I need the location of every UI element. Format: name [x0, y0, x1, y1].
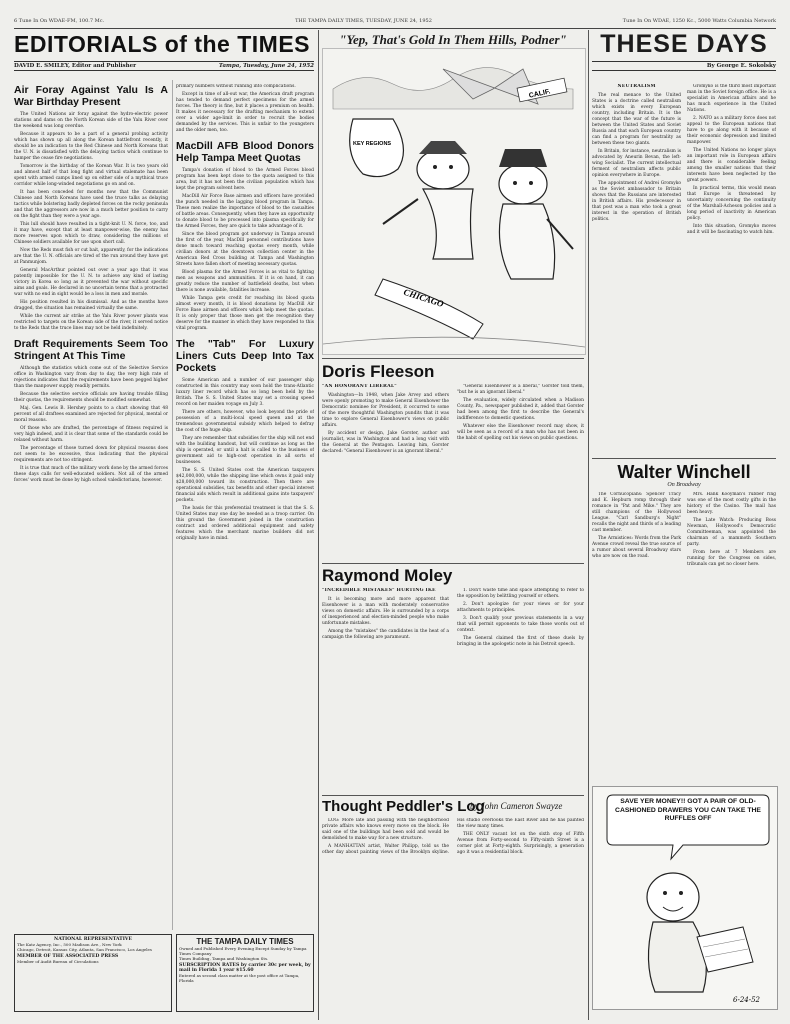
editorial-column-2 — [176, 84, 314, 930]
ed1-para: Now the Reds must fish or cut bait, apparently, for the indications are that the U. N. officials are tired of the run around they have got at Panmunjom. — [14, 248, 168, 265]
chicago-label: CHICAGO — [402, 286, 445, 310]
moley-para: Among the "mistakes" the candidates in the heat of a campaign the following are paramount. — [322, 629, 449, 640]
ed1-headline: Air Foray Against Yalu Is A War Birthday Present — [14, 84, 168, 108]
sokolsky-para: In practical terms, this would mean that Europe is threatened by uncertainty concerning the continuity of the Marshall-Acheson policies and a long period of inactivity in American policy. — [687, 186, 776, 221]
sokolsky-para: 2. NATO as a military force does not appeal to the European nations that have to go along with it because of their economic depression and limited manpower. — [687, 116, 776, 145]
editor-name: DAVID E. SMILEY, Editor and Publisher — [14, 63, 137, 69]
national-rep-title: NATIONAL REPRESENTATIVE — [54, 937, 132, 942]
fleeson-para: Washington—In 1948, when Jake Arvey and others were openly promoting to make General Eisenhower the Democratic nominee for President, it occurred to some of the more thoughtful Washington pundits that it was time to explore General Eisenhower's views on public affairs. — [322, 393, 449, 428]
column-rule — [588, 30, 589, 1020]
ed1-para: The United Nations air foray against the hydro-electric power stations and dams on the North Korean side of the Yalu River over the weekend was long overdue. — [14, 112, 168, 129]
winchell-para: From here at 7 Members are running for the Congress on sides, tribunals can get no closer here. — [687, 550, 776, 567]
ed2-para: The percentage of those turned down for physical reasons does not seem to be excessive, thus indicating that the physical requirements are not too stringent. — [14, 446, 168, 463]
moley-para: It is becoming more and more apparent that Eisenhower is a man with moderately conservative views on domestic affairs. He is surrounded by a corps of inexperienced and election-minded people who make unfortunate mistakes. — [322, 597, 449, 626]
ed4-para: Since the blood program got underway in Tampa around the first of the year, MacDill personnel contributions have done much toward reaching quotas every month, while civilian donors at the downtown collection center in the American Red Cross building at Tampa and Washington Streets have fallen short of meeting necessary quotas. — [176, 232, 314, 267]
page-topline — [14, 18, 776, 29]
moley-para: 3. Don't qualify your previous statements in a way that will permit opponents to take those words out of context. — [457, 616, 584, 633]
moley-kicker: "INCREDIBLE MISTAKES" HURTING IKE — [322, 588, 436, 593]
ed5-para: Some American and a number of our passenger ship constructed in this country may soon hold the trans-Atlantic luxury liner record which has so long been held by the British. The S. S. United States may set a crossing speed record on her maiden voyage on July 3. — [176, 378, 314, 407]
sokolsky-para: The appointment of Andrei Gromyko as the Soviet ambassador to Britain shows that the Russians are interested in British affairs. His predecessor in that post was a man who took a great interest in the operation of British politics. — [592, 181, 681, 222]
ed2-para: Maj. Gen. Lewis B. Hershey points to a chart showing that 48 percent of all draftees examined are rejected for physical, mental or moral reasons. — [14, 406, 168, 423]
ed1-para: This lull should have resulted in a tight-knit U. N. force, too, and it may have, except that at least manpower-wise, the enemy has more reserves upon which to draw, considering the millions of Chinese soldiers available for use upon short call. — [14, 222, 168, 245]
ed3-lead: primary numbers without running into complications. — [176, 84, 296, 89]
fleeson-para: "General Eisenhower is a liberal," Gorster told them, "but he is an ignorant liberal." — [457, 384, 584, 395]
prospector-right — [499, 149, 573, 279]
ed2-para: Although the statistics which come out of the Selective Service office in Washington vary from day to day, the very high rate of rejections indicates that the requirements have been pegged higher than the manpower supply readily permits. — [14, 366, 168, 389]
ed2-para: Of those who are drafted, the percentage of fitness required is very high indeed, and it is clear that some of the standards could be relaxed without harm. — [14, 426, 168, 443]
editorials-masthead: EDITORIALS of the TIMES — [14, 31, 311, 57]
ed5-para: The S. S. United States cost the American taxpayers $42,000,000, while the shipping line which owns it paid only $28,000,000 toward its construction. Then there are operational subsidies, tax benefits and other special interest financial aids which result in additional gains into taxpayers' pockets. — [176, 468, 314, 503]
ed2-para: It is true that much of the military work done by the armed forces these days calls for well-educated soldiers. Not all of the armed forces' work must be done by high school valedictorians, however. — [14, 466, 168, 483]
publisher-box — [176, 934, 314, 1012]
ed5-para: They are remember that subsidies for the ship will not end with the building handout, but will continue as long as the ship is operated, or until a halt is called to the business of government aid to high-cost operation in all sorts of businesses. — [176, 436, 314, 465]
winchell-para: The Cornucopians: Spencer Tracy and K. Hepburn romp through their romance in "Pat and Mike." They are still champions of the Hollywood League. "Carl Sandburg's Night" recalls the night and thirds of a leading cast member. — [592, 492, 681, 533]
bottom-right-cartoon — [592, 786, 778, 1010]
sokolsky-para: The real menace to the United States is a doctrine called neutralism which exists in every European country, including Britain. It is the concept that the war of the future is between the United States and Soviet Russia and that each European country can find a program for neutrality as between these two giants. — [592, 93, 681, 146]
swayze-para: LOG: More late and passing with the neighborhood private affairs who knows every move on the block. He said one of the buildings had been sold and would be demolished to make way for a new structure. — [322, 818, 449, 841]
cartoon-caption: "Yep, That's Gold In Them Hills, Podner" — [339, 32, 567, 47]
ed1-para: Tomorrow is the birthday of the Korean War. It is two years old and almost half of that long fight and virtual stalemate has been spent with armed camps lined up on either side of a mythical truce corridor while long-winded negotiations go on and on. — [14, 164, 168, 187]
column-rule — [318, 30, 319, 1020]
sokolsky-column — [592, 84, 776, 454]
fleeson-para: Whatever else the Eisenhower record may show, it will be seen as a record of a man who has not been in the habit of spelling out his views on public questions. — [457, 424, 584, 441]
publisher-line: Times Building, Tampa and Washington Sts. — [179, 956, 269, 961]
ed5-headline: The "Tab" For Luxury Liners Cuts Deep Into Tax Pockets — [176, 338, 314, 374]
ed4-para: Tampa's donation of blood to the Armed Forces blood program has been kept close to the quota assigned to this area, but it has not been the civilian population which has kept the program solvent here. — [176, 168, 314, 191]
publisher-box-title: THE TAMPA DAILY TIMES — [196, 937, 294, 946]
swayze-byline: by John Cameron Swayze — [470, 801, 563, 811]
winchell-header: Walter Winchell — [617, 462, 751, 482]
cartoon-drawing — [593, 787, 777, 1009]
national-rep-line: Member of Audit Bureau of Circulations — [17, 959, 99, 964]
sokolsky-kicker: NEUTRALISM — [617, 84, 656, 89]
ed4-para: While Tampa gets credit for reaching its blood quota almost every month, it is blood donations by MacDill Air Force Base airmen and officers which help meet the quotas. It is only proper that those men get the recognition they deserve for the manner in which they have responded to this vital program. — [176, 296, 314, 331]
topline-right: Tune In On WDAE, 1250 Kc., 5000 Watts Columbia Network — [622, 18, 776, 24]
winchell-para: Mrs. Hank Kooyman's rubber ring was one of the most costly gifts in the history of the Casino. The mail has been heavy. — [687, 492, 776, 515]
fleeson-para: The evaluation, widely circulated when a Madison County, Pa., newspaper published it, added that Gorster had been among the first to describe the General's indifference to domestic questions. — [457, 398, 584, 421]
ed1-para: While the current air strike at the Yalu River power plants was restricted to targets on the Korean side of the river, it served notice to the Reds that the truce lines may not be held indefinitely. — [14, 314, 168, 331]
fleeson-kicker: "AN HONORANT LIBERAL" — [322, 384, 397, 389]
publisher-line: Owned and Published Every Evening Except Sunday by Tampa Times Company — [179, 946, 307, 956]
editorial-column-1 — [14, 78, 168, 930]
ed1-para: General MacArthur pointed out over a year ago that it was patently impossible for the U. N. to achieve any kind of lasting victory in Korea so long as it prevented the war without specific aims and goals. He declared in no uncertain terms that a protracted war with no end in sight would be a loss in men and morale. — [14, 268, 168, 297]
column-rule — [172, 80, 173, 930]
cartoon-drawing — [323, 49, 585, 354]
national-rep-box — [14, 934, 172, 1012]
section-rule — [322, 563, 584, 564]
moley-para: The General claimed the first of these duels by bringing in the apologetic note in his Detroit speech. — [457, 636, 584, 647]
swayze-column — [322, 818, 584, 1014]
sokolsky-para: In Britain, for instance, neutralism is advocated by Aneurin Bevan, the left-wing Socialist. The current intellectual ferment of neutralism affects public opinion everywhere in Europe. — [592, 149, 681, 178]
winchell-para: The Armistices: Words from the Park Avenue crowd reveal the true source of a rumor about several Broadway stars who are now on the road. — [592, 536, 681, 559]
editorial-cartoon — [322, 48, 586, 355]
topline-center: THE TAMPA DAILY TIMES, TUESDAY, JUNE 24, 1952 — [295, 18, 432, 24]
moley-header: Raymond Moley — [322, 566, 453, 585]
ed4-para: MacDill Air Force Base airmen and officers have provided the punch needed in the lagging blood program in Tampa. These men realize the importance of blood to the casualties of battle areas. Consequently, when they have an opportunity to donate blood to be processed into plasma specifically for the Armed Forces, they are quick to take advantage of it. — [176, 194, 314, 229]
ed4-headline: MacDill AFB Blood Donors Help Tampa Meet Quotas — [176, 140, 314, 164]
cartoon-date: 6-24-52 — [733, 996, 760, 1004]
chicago-banner — [375, 279, 483, 339]
national-rep-line: MEMBER OF THE ASSOCIATED PRESS — [17, 954, 119, 959]
section-rule — [322, 795, 584, 796]
ed5-para: The basis for this preferential treatment is that the S. S. United States may one day be needed as a troop carrier. On this ground the Government joined in the construction contract and ordered additional equipment and safety features which the merchant marine builders did not originally have in mind. — [176, 506, 314, 541]
ed1-para: It has been conceded for months now that the Communist Chinese and North Koreans have used the truce talks as delaying tactics while bolstering badly depleted forces on the rocky peninsula and that the aggressors are now in a much better position to carry on the fight than they were a year ago. — [14, 190, 168, 219]
sokolsky-para: Gromyko is the third most important man in the Soviet foreign office. He is a specialist in American affairs and he has much experience in the United Nations. — [687, 84, 776, 113]
key-regions-bag — [350, 119, 404, 177]
ed2-headline: Draft Requirements Seem Too Stringent At This Time — [14, 338, 168, 362]
section-rule — [592, 458, 776, 459]
ed1-para: Because it appears to be a part of a general probing activity which has shown up all along the Korean battlefront recently, it should be an indication to the Red Chinese and North Koreans that the U. N. is dissatisfied with the delaying tactics which continue to hamper the cease fire negotiations. — [14, 132, 168, 161]
winchell-subhead: On Broadway — [667, 482, 701, 488]
ed3-para: Except in time of all-out war, the American draft program has tended to demand perfect specimens for the armed forces. The theory is fine, but it places a premium on health. It makes it necessary for the drafting mechanism to extend over a wider age-limit in order to recruit the bodies demanded by the services. This is unfair to the youngsters and the older men, too. — [176, 92, 314, 133]
swayze-para: THE ONLY vacant lot on the sixth stop of Fifth Avenue from Forty-second to Fifty-ninth Street is a corner plot at Forty-eighth. Surprisingly, a generation ago it was a residential block. — [457, 832, 584, 855]
editor-line — [14, 61, 314, 71]
swayze-para: A MANHATTAN artist, Walter Philipp, told us the other day about painting views of the Brooklyn skyline. His studio overlooks the East River and he has painted the view many times. — [322, 818, 584, 855]
moley-para: 1. Don't waste time and space attempting to refer to the opposition by belittling yourself or others. — [457, 588, 584, 599]
moley-column — [322, 588, 584, 792]
ed2-para: Because the selective service officials are having trouble filling their quotas, the requirements should be modified somewhat. — [14, 392, 168, 403]
moley-para: 2. Don't apologize for your views or for your attachments to principles. — [457, 602, 584, 613]
edition-date: Tampa, Tuesday, June 24, 1952 — [218, 63, 314, 69]
calif-label: CALIF. — [528, 88, 552, 100]
swayze-header: Thought Peddler's Log — [322, 798, 485, 815]
ed5-para: There are others, however, who look beyond the pride of possession of a multi-local speed queen and at the tremendous governmental subsidy which helped to defray the cost of the huge ship. — [176, 410, 314, 433]
sokolsky-para: The United Nations no longer plays an important role in European affairs and there is considerable feeling among the smaller nations that their interests have been neglected by the great powers. — [687, 148, 776, 183]
these-days-masthead: THESE DAYS — [600, 30, 768, 58]
these-days-byline: By George E. Sokolsky — [592, 61, 776, 71]
national-rep-line: Chicago, Detroit, Kansas City, Atlanta, San Francisco, Los Angeles — [17, 947, 152, 952]
sokolsky-para: Into this situation, Gromyko moves and it will be fascinating to watch him. — [687, 224, 776, 235]
key-regions-label: KEY REGIONS — [353, 141, 392, 147]
fleeson-header: Doris Fleeson — [322, 362, 435, 381]
winchell-para: The Late Watch: Producing Boss Newman, Hollywood's Democratic Committeeman, was appointed the chairman of a mammoth Southern party. — [687, 518, 776, 547]
ed1-para: His position resulted in his dismissal. And as the months have dragged, the situation has remained virtually the same. — [14, 300, 168, 311]
cartoon-speech: SAVE YER MONEY!! GOT A PAIR OF OLD-CASHIONED DRAWERS YOU CAN TAKE THE RUFFLES OFF — [615, 798, 761, 822]
topline-left: 6 Tune In On WDAE-FM, 100.7 Mc. — [14, 18, 105, 24]
publisher-line: SUBSCRIPTION RATES by carrier 30c per week, by mail in Florida 1 year $15.60 — [179, 963, 311, 973]
publisher-line: Entered as second class matter at the post office at Tampa, Florida — [179, 973, 300, 983]
fleeson-para: By accident or design, Jake Gorster, author and journalist, was in Washington and had a long visit with the General at the Pentagon. Leaving him, Gorster declared: "General Eisenhower is an ignorant liberal." — [322, 431, 449, 454]
winchell-column — [592, 492, 776, 782]
fleeson-column — [322, 384, 584, 560]
section-rule — [322, 358, 584, 359]
ed4-para: Blood plasma for the Armed Forces is as vital to fighting men as weapons and ammunition. If it is on hand, it can greatly reduce the number of battlefield deaths, but when there is none available, fatalities increase. — [176, 270, 314, 293]
national-rep-line: The Katz Agency, Inc., 500 Madison Ave., New York — [17, 942, 122, 947]
